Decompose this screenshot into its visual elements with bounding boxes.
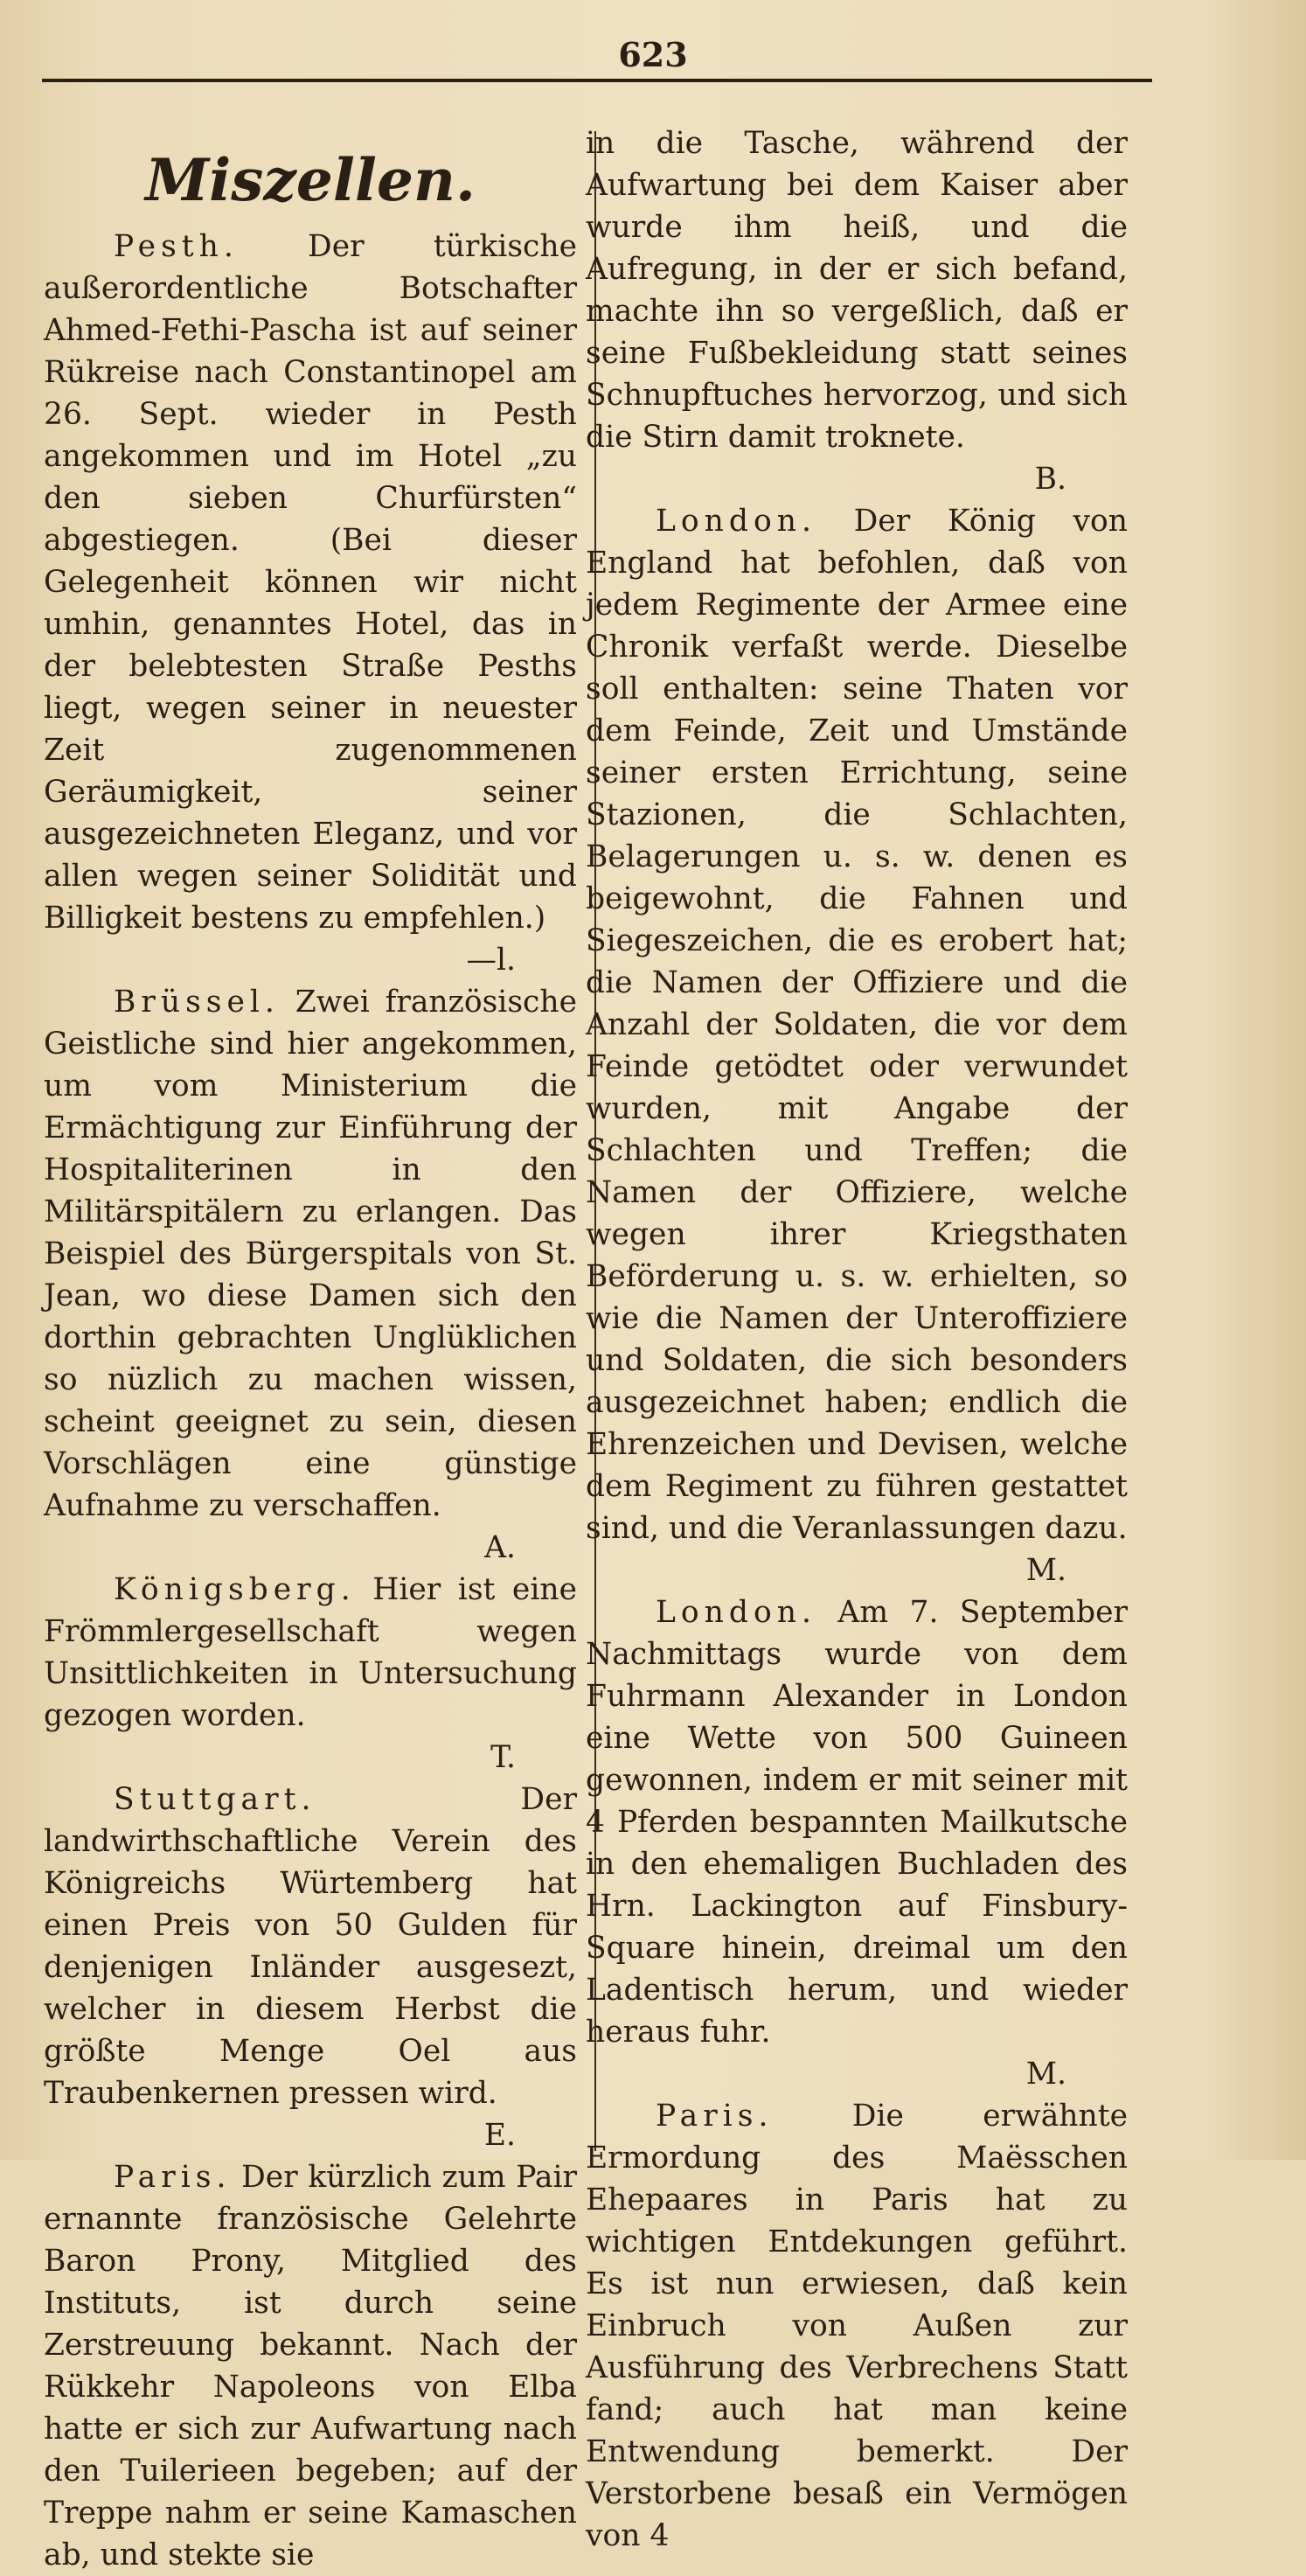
page-number: 623 [618,35,688,74]
article-text: Der türkische außerordentliche Botschafter Ahmed-Fethi-Pascha ist auf seiner Rükreise nach Constantinopel am 26. Sept. wieder in Pesth angekommen und im Hotel „zu den sieben Churfürsten“ abgestiegen. (Bei dieser Gelegenheit können wir nicht umhin, genanntes Hotel, das in der belebtesten Straße Pesths liegt, wegen seiner in neuester Zeit zugenommenen Geräumigkeit, seiner ausgezeichneten Eleganz, und vor allen wegen seiner Solidität und Billigkeit bestens zu empfehlen.) [44,229,577,936]
article-signature: M. [1025,2057,1066,2092]
article-place: Brüssel. [114,985,280,1020]
article-signature: E. [483,2118,516,2153]
article-place: Königsberg. [114,1572,356,1607]
article-text: Der kürzlich zum Pair ernannte französische Gelehrte Baron Prony, Mitglied des Instituts, ist durch seine Zerstreuung bekannt. Nach der Rükkehr Napoleons von Elba hatte er sich zur Aufwartung nach den Tuilerieen begeben; auf der Treppe nahm er seine Kamaschen ab, und stekte sie [44,2160,577,2573]
article-signature: —l. [466,943,516,978]
article-paragraph [586,1591,1128,2053]
right-article-list [586,122,1128,2557]
article-paragraph [44,2156,577,2576]
article-paragraph [44,226,577,939]
article-text: in die Tasche, während der Aufwartung bei dem Kaiser aber wurde ihm heiß, und die Aufregung, in der er sich befand, machte ihn so vergeßlich, daß er seine Fußbekleidung statt seines Schnupftuches hervorzog, und sich die Stirn damit troknete. [586,126,1128,455]
article-paragraph [586,122,1128,458]
article-text: Hier ist eine Frömmlergesellschaft wegen Unsittlichkeiten in Untersuchung gezogen worden. [44,1572,578,1733]
article-text: Die erwähnte Ermordung des Maësschen Ehepaares in Paris hat zu wichtigen Entdekungen geführt. Es ist nun erwiesen, daß kein Einbruch von Außen zur Ausführung des Verbrechens Statt fand; auch hat man keine Entwendung bemerkt. Der Verstorbene besaß ein Vermögen von 4 [586,2099,1128,2553]
article-paragraph [44,1569,577,1737]
article-paragraph [586,500,1128,1549]
article-paragraph [44,1779,577,2114]
right-column [586,122,1128,2557]
article-text: Zwei französische Geistliche sind hier angekommen, um vom Ministerium die Ermächtigung zur Einführung der Hospitaliterinen in den Militärspitälern zu erlangen. Das Beispiel des Bürgerspitals von St. Jean, wo diese Damen sich den dorthin gebrachten Unglüklichen so nüzlich zu machen wissen, scheint geeignet zu sein, diesen Vorschlägen eine günstige Aufnahme zu verschaffen. [44,985,577,1523]
left-article-list [44,226,577,2576]
left-column [44,114,577,2576]
article-text: Der landwirthschaftliche Verein des Königreichs Würtemberg hat einen Preis von 50 Gulden für denjenigen Inländer ausgesezt, welcher in diesem Herbst die größte Menge Oel aus Traubenkernen pressen wird. [44,1782,577,2111]
article-paragraph [44,981,577,1527]
article-text: Am 7. September Nachmittags wurde von dem Fuhrmann Alexander in London eine Wette von 500 Guineen gewonnen, indem er mit seiner mit 4 Pferden bespannten Mailkutsche in den ehemaligen Buchladen des Hrn. Lackington auf Finsbury-Square hinein, dreimal um den Ladentisch herum, und wieder heraus fuhr. [586,1595,1129,2050]
article-place: Paris. [114,2160,232,2195]
article-text: Der König von England hat befohlen, daß von jedem Regimente der Armee eine Chronik verfaßt werde. Dieselbe soll enthalten: seine Thaten vor dem Feinde, Zeit und Umstände seiner ersten Errichtung, seine Stazionen, die Schlachten, Belagerungen u. s. w. denen es beigewohnt, die Fahnen und Siegeszeichen, die es erobert hat; die Namen der Offiziere und die Anzahl der Soldaten, die vor dem Feinde getödtet oder verwundet wurden, mit Angabe der Schlachten und Treffen; die Namen der Offiziere, welche wegen ihrer Kriegsthaten Beförderung u. s. w. erhielten, so wie die Namen der Unteroffiziere und Soldaten, die sich besonders ausgezeichnet haben; endlich die Ehrenzeichen und Devisen, welche dem Regiment zu führen gestattet sind, und die Veranlassungen dazu. [586,504,1128,1546]
article-place: London. [656,1595,816,1630]
article-place: Stuttgart. [114,1782,316,1817]
header-rule [42,79,1152,82]
article-place: London. [656,504,816,539]
article-signature: T. [490,1740,516,1775]
article-signature: B. [1034,462,1066,497]
article-signature: A. [484,1530,516,1565]
article-signature: M. [1025,1553,1066,1588]
article-place: Pesth. [114,229,239,264]
section-heading: Miszellen. [145,146,476,214]
article-place: Paris. [656,2099,774,2134]
article-paragraph [586,2095,1128,2557]
